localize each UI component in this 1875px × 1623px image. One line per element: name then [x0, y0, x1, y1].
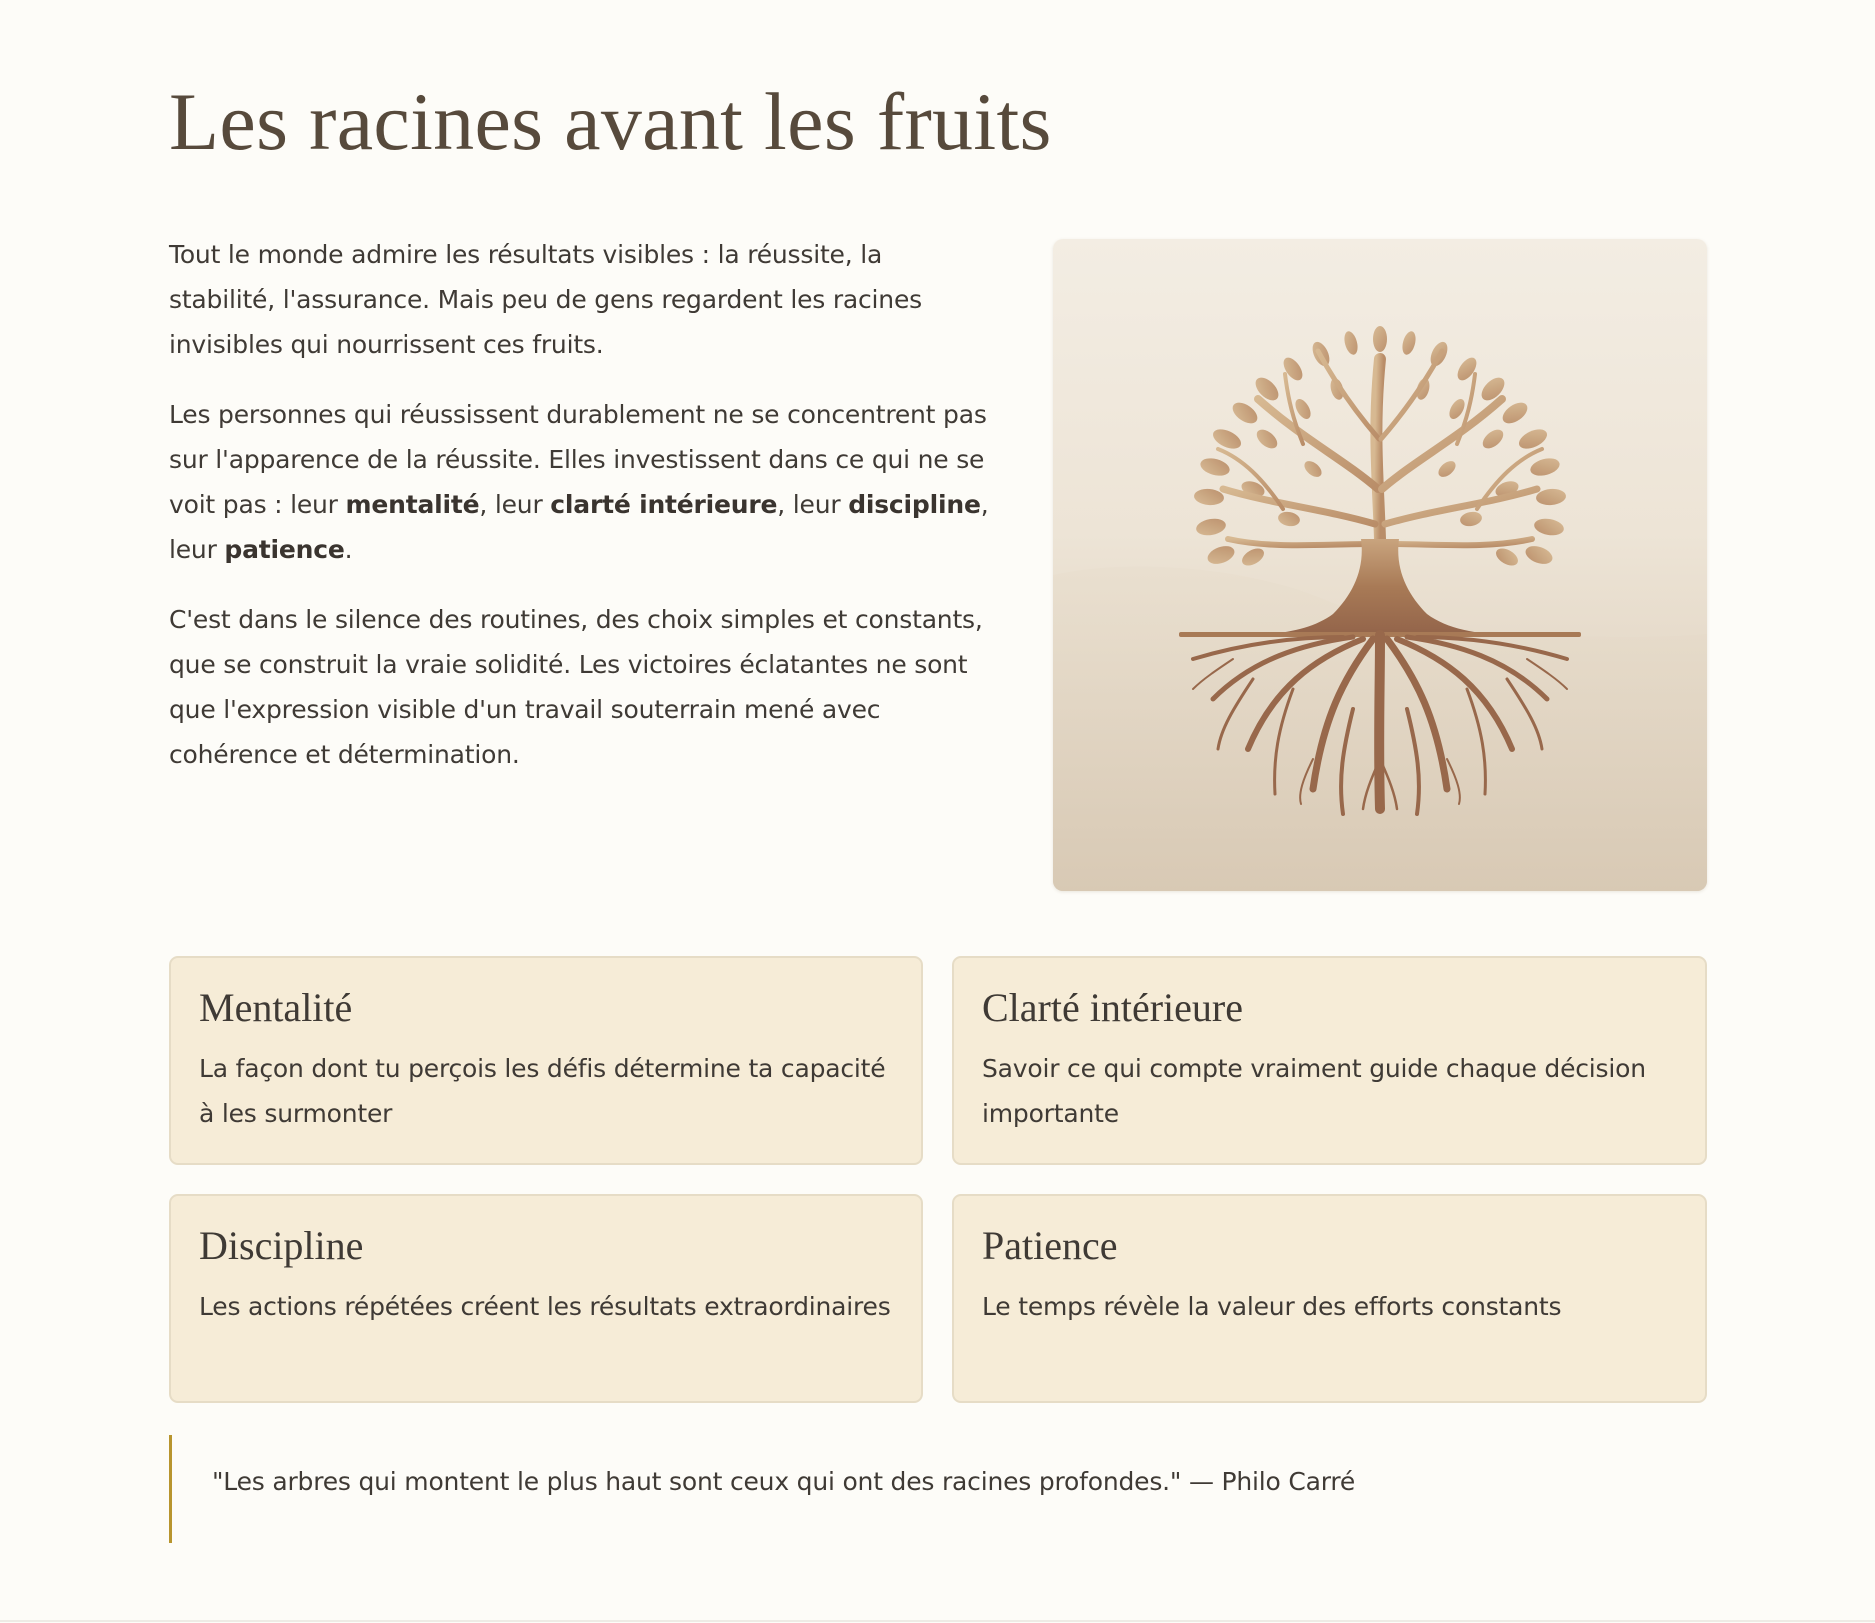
tree-with-roots-icon	[1053, 239, 1707, 891]
intro-text	[169, 232, 989, 802]
emphasis-mentalite: mentalité	[345, 490, 480, 519]
card-clarte-interieure	[952, 956, 1707, 1165]
card-mentalite	[169, 956, 923, 1165]
paragraph-text: , leur	[777, 490, 849, 519]
divider	[0, 1620, 1875, 1622]
card-title: Patience	[982, 1223, 1118, 1268]
emphasis-discipline: discipline	[848, 490, 981, 519]
pillars-grid	[169, 956, 1707, 1403]
card-text: Le temps révèle la valeur des efforts constants	[982, 1292, 1562, 1321]
paragraph-text: , leur	[169, 490, 989, 564]
card-text: La façon dont tu perçois les défis détermine ta capacité à les surmonter	[199, 1054, 886, 1128]
card-title: Clarté intérieure	[982, 985, 1243, 1030]
page-title: Les racines avant les fruits	[169, 76, 1052, 167]
paragraph-text: Les personnes qui réussissent durablement ne se concentrent pas sur l'apparence de la réussite. Elles investissent dans ce qui ne se voit pas : leur	[169, 400, 987, 519]
paragraph-text: .	[344, 535, 353, 564]
card-title: Mentalité	[199, 985, 353, 1030]
intro-paragraph-1: Tout le monde admire les résultats visibles : la réussite, la stabilité, l'assurance. Mais peu de gens regardent les racines invisibles qui nourrissent ces fruits.	[169, 240, 922, 359]
card-title: Discipline	[199, 1223, 364, 1268]
card-text: Les actions répétées créent les résultats extraordinaires	[199, 1292, 891, 1321]
blockquote	[169, 1435, 1707, 1543]
emphasis-patience: patience	[224, 535, 345, 564]
paragraph-text: , leur	[479, 490, 551, 519]
card-patience	[952, 1194, 1707, 1403]
intro-paragraph-2	[169, 392, 989, 572]
quote-text: "Les arbres qui montent le plus haut sont ceux qui ont des racines profondes." — Philo Carré	[212, 1467, 1356, 1496]
intro-paragraph-3: C'est dans le silence des routines, des choix simples et constants, que se construit la vraie solidité. Les victoires éclatantes ne sont que l'expression visible d'un travail souterrain mené avec cohérence et détermination.	[169, 605, 983, 769]
hero-image	[1053, 239, 1707, 891]
card-discipline	[169, 1194, 923, 1403]
card-text: Savoir ce qui compte vraiment guide chaque décision importante	[982, 1054, 1646, 1128]
emphasis-clarte: clarté intérieure	[550, 490, 778, 519]
